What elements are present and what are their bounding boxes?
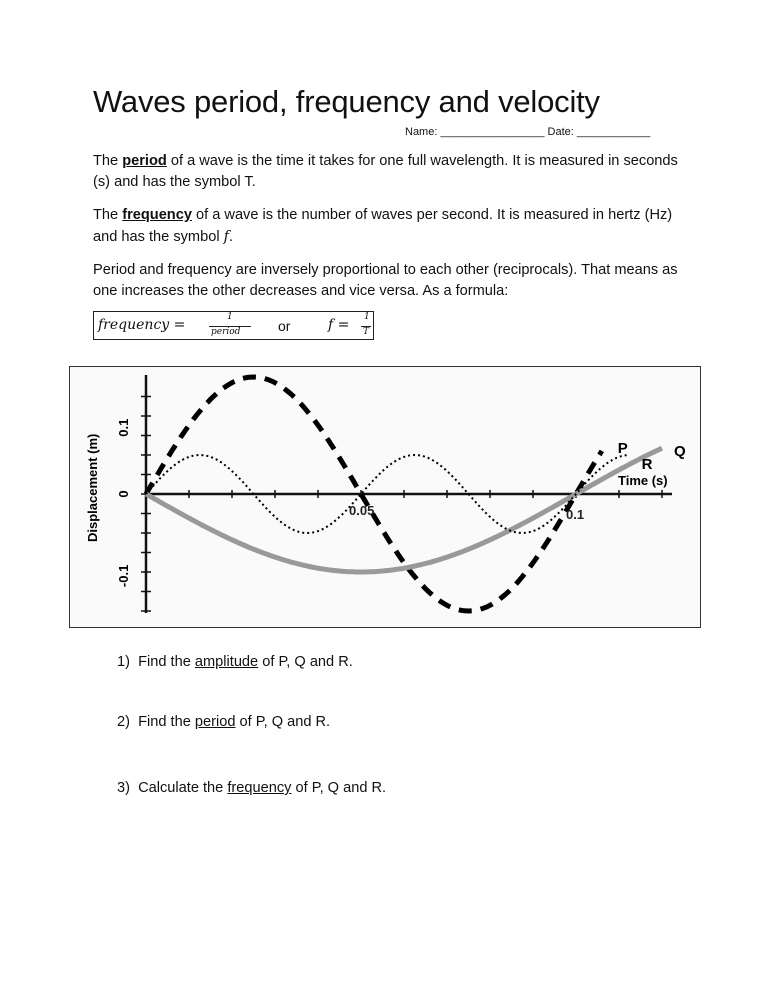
relation-paragraph: Period and frequency are inversely proportional to each other (reciprocals). That means as one increases the other decreases and vice versa. As a formula: xyxy=(93,262,678,299)
y-tick-label: -0.1 xyxy=(116,564,131,588)
formula-or: or xyxy=(278,318,291,334)
y-tick-label: 0.1 xyxy=(116,418,131,437)
formula-lhs: frequency = xyxy=(98,317,186,333)
name-field[interactable]: Name: _________________ xyxy=(405,126,545,138)
series-Q-line xyxy=(146,448,662,572)
series-label-P: P xyxy=(617,439,628,457)
formula-denominator: period xyxy=(211,327,241,337)
wave-chart-svg xyxy=(70,367,702,629)
y-axis-label: Displacement (m) xyxy=(85,433,100,542)
date-field[interactable]: Date: ____________ xyxy=(547,126,651,138)
series-label-R: R xyxy=(641,456,653,474)
formula-numerator: 1 xyxy=(227,312,233,322)
series-label-Q: Q xyxy=(674,443,686,461)
frequency-term: frequency xyxy=(122,207,192,223)
page-title: Waves period, frequency and velocity xyxy=(93,84,600,119)
x-tick-label: 0.1 xyxy=(566,507,585,522)
x-tick-label: 0.05 xyxy=(349,503,375,518)
x-axis-label: Time (s) xyxy=(618,473,668,488)
formula-lhs2: f = xyxy=(328,317,350,333)
frequency-paragraph: The frequency of a wave is the number of waves per second. It is measured in hertz (Hz) and has the symbol f. xyxy=(93,207,673,245)
formula-denominator2: T xyxy=(363,327,370,337)
period-paragraph: The period of a wave is the time it takes for one full wavelength. It is measured in seconds (s) and has the symbol T. xyxy=(93,153,678,190)
period-term: period xyxy=(122,153,167,169)
name-date-line xyxy=(405,126,650,138)
question-3: 3) Calculate the frequency of P, Q and R. xyxy=(117,780,387,796)
question-1: 1) Find the amplitude of P, Q and R. xyxy=(117,654,353,670)
wave-graph xyxy=(69,366,701,628)
question-2: 2) Find the period of P, Q and R. xyxy=(117,714,331,730)
formula-numerator2: 1 xyxy=(364,312,370,322)
formula-box xyxy=(93,311,374,340)
y-tick-label: 0 xyxy=(116,490,131,498)
frequency-symbol: f xyxy=(223,228,230,245)
